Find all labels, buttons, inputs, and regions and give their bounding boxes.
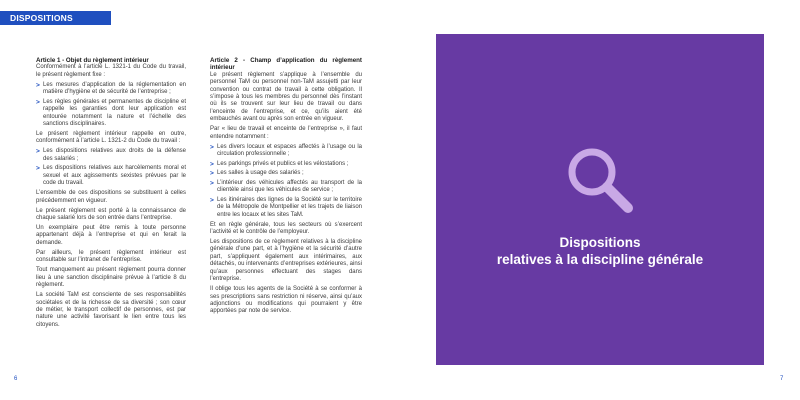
article-2-paragraph: Par « lieu de travail et enceinte de l’entreprise », il faut entendre notamment : xyxy=(210,126,362,140)
article-1-paragraph: La société TaM est consciente de ses responsabilités sociétales et de la richesse de sa diversité ; son cœur de métier, le transport collectif de personnes, est par nature une activité favorisant le lien entre tous les citoyens. xyxy=(36,292,186,328)
bullet-icon: > xyxy=(36,148,40,156)
list-item: > Les dispositions relatives aux harcèlements moral et sexuel et aux agissements sexistes prévues par le code du travail. xyxy=(36,165,186,187)
panel-title-line-1: Dispositions xyxy=(559,235,641,250)
article-1-paragraph: Un exemplaire peut être remis à toute personne appartenant déjà à l’entreprise et qui en ferait la demande. xyxy=(36,225,186,246)
article-1-list-2 xyxy=(36,148,186,187)
article-1-paragraph: Tout manquement au présent règlement pourra donner lieu à une sanction disciplinaire prévue à l’article 8 du règlement. xyxy=(36,267,186,289)
article-2-paragraph: Il oblige tous les agents de la Société à se conformer à ses prescriptions sans restriction ni réserve, ainsi qu’aux adjonctions ou modifications qui pourraient y être apportées par note de service. xyxy=(210,286,362,315)
list-item: > Les salles à usage des salariés ; xyxy=(210,170,304,178)
page-number-right: 7 xyxy=(780,376,784,382)
article-1-paragraph: Le présent règlement intérieur rappelle en outre, conformément à l’article L. 1321-2 du Code du travail : xyxy=(36,131,186,145)
article-1-intro: Conformément à l’article L. 1321-1 du Code du travail, le présent règlement fixe : xyxy=(36,64,186,78)
page-number-left: 6 xyxy=(14,376,18,382)
column-article-1 xyxy=(36,57,186,332)
article-2-paragraph: Et en règle générale, tous les secteurs où s’exercent l’activité et le contrôle de l’employeur. xyxy=(210,221,362,236)
article-1-title: Article 1 - Objet du règlement intérieur xyxy=(36,57,149,64)
list-item: > L’intérieur des véhicules affectés au transport de la clientèle ainsi que les véhicules de service ; xyxy=(210,179,362,194)
article-1-paragraph: Le présent règlement est porté à la connaissance de chaque salarié lors de son entrée dans l’entreprise. xyxy=(36,207,186,222)
list-item: > Les parkings privés et publics et les vélostations ; xyxy=(210,160,349,168)
article-1-list-1 xyxy=(36,82,186,129)
list-item: > Les mesures d’application de la réglementation en matière d’hygiène et de sécurité de l’entreprise ; xyxy=(36,81,186,96)
bullet-icon: > xyxy=(210,160,214,168)
article-1-paragraph: L’ensemble de ces dispositions se substituent à celles précédemment en vigueur. xyxy=(36,190,186,204)
list-item: > Les dispositions relatives aux droits de la défense des salariés ; xyxy=(36,148,186,162)
magnifier-icon xyxy=(562,142,638,218)
list-item: > Les divers locaux et espaces affectés à l’usage ou la circulation professionnelle ; xyxy=(210,143,362,158)
bullet-icon: > xyxy=(210,196,214,204)
panel-title xyxy=(436,234,764,268)
article-1-paragraph: Par ailleurs, le présent règlement intérieur est consultable sur l’intranet de l’entreprise. xyxy=(36,249,186,264)
article-2-title: Article 2 - Champ d’application du règlement intérieur xyxy=(210,57,362,72)
bullet-icon: > xyxy=(210,170,214,178)
section-cover-panel xyxy=(436,34,764,365)
bullet-icon: > xyxy=(210,143,214,151)
list-item: > Les règles générales et permanentes de discipline et rappelle les garanties dont leur application est entourée notamment la nature et l’échelle des sanctions disciplinaires. xyxy=(36,98,186,128)
list-item: > Les itinéraires des lignes de la Société sur le territoire de la Métropole de Montpellier et les trajets de liaison entre les locaux et les sites TaM. xyxy=(210,196,362,218)
article-2-paragraph: Le présent règlement s’applique à l’ensemble du personnel TaM ou personnel non-TaM assujetti par leur convention ou contrat de travail à cette obligation. Il s’impose à tous les membres du personnel dès l’instant où ils se trouvent sur leur lieu de travail ou dans l’enceinte de l’entreprise, et ce, qu’ils aient été embauchés avant ou après son entrée en vigueur. xyxy=(210,71,362,123)
bullet-icon: > xyxy=(36,165,40,173)
article-2-list xyxy=(210,144,362,219)
bullet-icon: > xyxy=(210,179,214,187)
bullet-icon: > xyxy=(36,98,40,106)
article-2-paragraph: Les dispositions de ce règlement relatives à la discipline générale d’une part, et à l’hygiène et la sécurité d’autre part, s’appliquent également aux intérimaires, aux détachés, ou intervenants d’entreprises extérieures, ainsi qu’aux personnes effectuant des stages dans l’entreprise. xyxy=(210,239,362,283)
section-header: DISPOSITIONS GÉNÉRALES xyxy=(0,11,111,25)
column-article-2 xyxy=(210,57,362,318)
panel-title-line-2: relatives à la discipline générale xyxy=(496,252,704,267)
bullet-icon: > xyxy=(36,81,40,89)
